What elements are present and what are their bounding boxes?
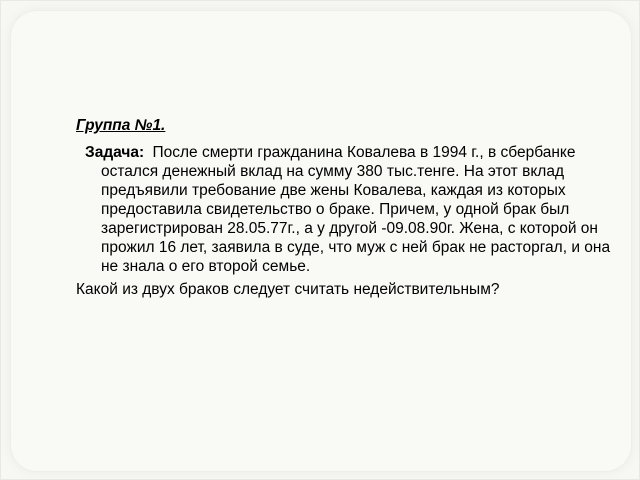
question-text: Какой из двух браков следует считать недействительным? (76, 281, 500, 298)
task-label: Задача: (85, 144, 145, 161)
slide-panel (11, 11, 631, 471)
group-title: Группа №1. (76, 117, 166, 134)
task-text: После смерти гражданина Ковалева в 1994 г., в сбербанке остался денежный вклад на сумму 380 тыс.тенге. На этот вклад предъявили требование две жены Ковалева, каждая из которых предоставила свидетельство о браке. Причем, у одной брак был зарегистрирован 28.05.77г., а у другой -09.08.90г. Жена, с которой он прожил 16 лет, заявила в суде, что муж с ней брак не расторгал, и она не знала о его второй семье. (101, 144, 611, 275)
task-paragraph (85, 143, 621, 276)
slide-content (76, 116, 621, 299)
